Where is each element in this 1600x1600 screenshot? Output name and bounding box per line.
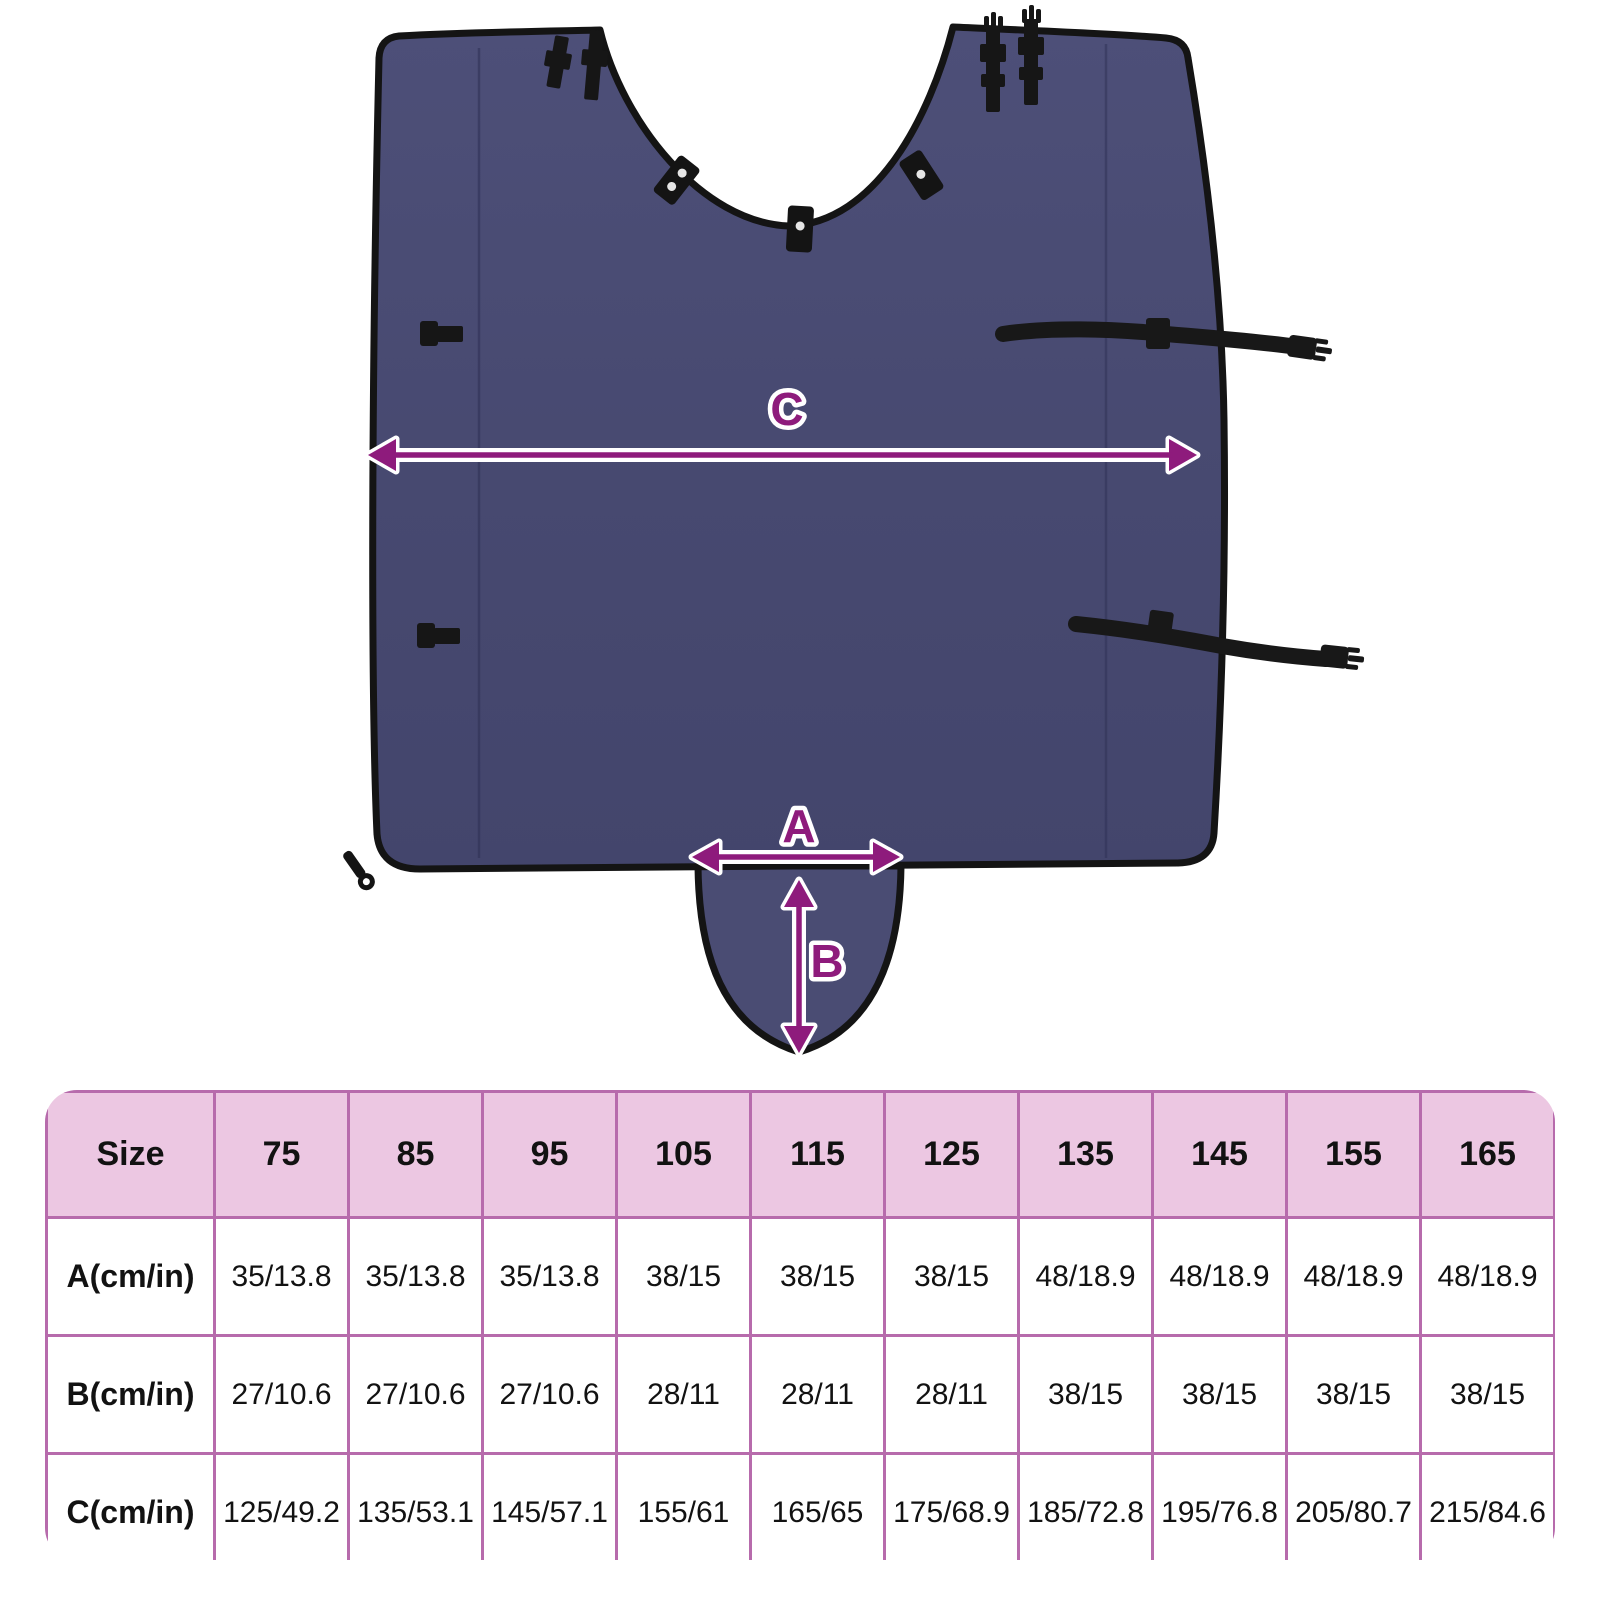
- size-header-cell: Size: [47, 1092, 215, 1218]
- size-cell: 38/15: [751, 1218, 885, 1336]
- size-table: [45, 1090, 1555, 1560]
- size-header-cell: 165: [1421, 1092, 1555, 1218]
- size-cell: 27/10.6: [483, 1336, 617, 1454]
- measure-label-c: C: [770, 383, 804, 435]
- size-cell: 27/10.6: [349, 1336, 483, 1454]
- size-cell: 135/53.1: [349, 1454, 483, 1561]
- size-header-cell: 105: [617, 1092, 751, 1218]
- size-header-cell: 125: [885, 1092, 1019, 1218]
- size-cell: 38/15: [1421, 1336, 1555, 1454]
- zipper-pull-icon: [341, 849, 375, 890]
- size-cell: 28/11: [751, 1336, 885, 1454]
- size-cell: 48/18.9: [1019, 1218, 1153, 1336]
- size-cell: 48/18.9: [1287, 1218, 1421, 1336]
- size-header-cell: 75: [215, 1092, 349, 1218]
- size-cell: 38/15: [885, 1218, 1019, 1336]
- size-cell: 145/57.1: [483, 1454, 617, 1561]
- row-label-cell: B(cm/in): [47, 1336, 215, 1454]
- neck-tab-center: [786, 205, 814, 252]
- row-label-cell: C(cm/in): [47, 1454, 215, 1561]
- size-table-row-c: [47, 1454, 1555, 1561]
- size-cell: 215/84.6: [1421, 1454, 1555, 1561]
- size-cell: 28/11: [617, 1336, 751, 1454]
- size-header-cell: 135: [1019, 1092, 1153, 1218]
- size-cell: 155/61: [617, 1454, 751, 1561]
- size-cell: 28/11: [885, 1336, 1019, 1454]
- size-cell: 48/18.9: [1153, 1218, 1287, 1336]
- size-header-cell: 95: [483, 1092, 617, 1218]
- size-cell: 48/18.9: [1421, 1218, 1555, 1336]
- size-cell: 35/13.8: [215, 1218, 349, 1336]
- size-header-cell: 115: [751, 1092, 885, 1218]
- size-table-header-row: [47, 1092, 1555, 1218]
- measure-label-b: B: [810, 935, 844, 987]
- size-header-cell: 145: [1153, 1092, 1287, 1218]
- size-header-cell: 85: [349, 1092, 483, 1218]
- size-cell: 38/15: [1019, 1336, 1153, 1454]
- measure-label-a: A: [782, 800, 816, 852]
- size-cell: 35/13.8: [483, 1218, 617, 1336]
- size-header-cell: 155: [1287, 1092, 1421, 1218]
- size-cell: 185/72.8: [1019, 1454, 1153, 1561]
- size-table-row-b: [47, 1336, 1555, 1454]
- size-cell: 165/65: [751, 1454, 885, 1561]
- size-cell: 195/76.8: [1153, 1454, 1287, 1561]
- size-cell: 205/80.7: [1287, 1454, 1421, 1561]
- size-cell: 27/10.6: [215, 1336, 349, 1454]
- row-label-cell: A(cm/in): [47, 1218, 215, 1336]
- size-cell: 38/15: [1153, 1336, 1287, 1454]
- size-cell: 38/15: [1287, 1336, 1421, 1454]
- size-cell: 175/68.9: [885, 1454, 1019, 1561]
- size-cell: 38/15: [617, 1218, 751, 1336]
- size-cell: 35/13.8: [349, 1218, 483, 1336]
- size-cell: 125/49.2: [215, 1454, 349, 1561]
- size-table-row-a: [47, 1218, 1555, 1336]
